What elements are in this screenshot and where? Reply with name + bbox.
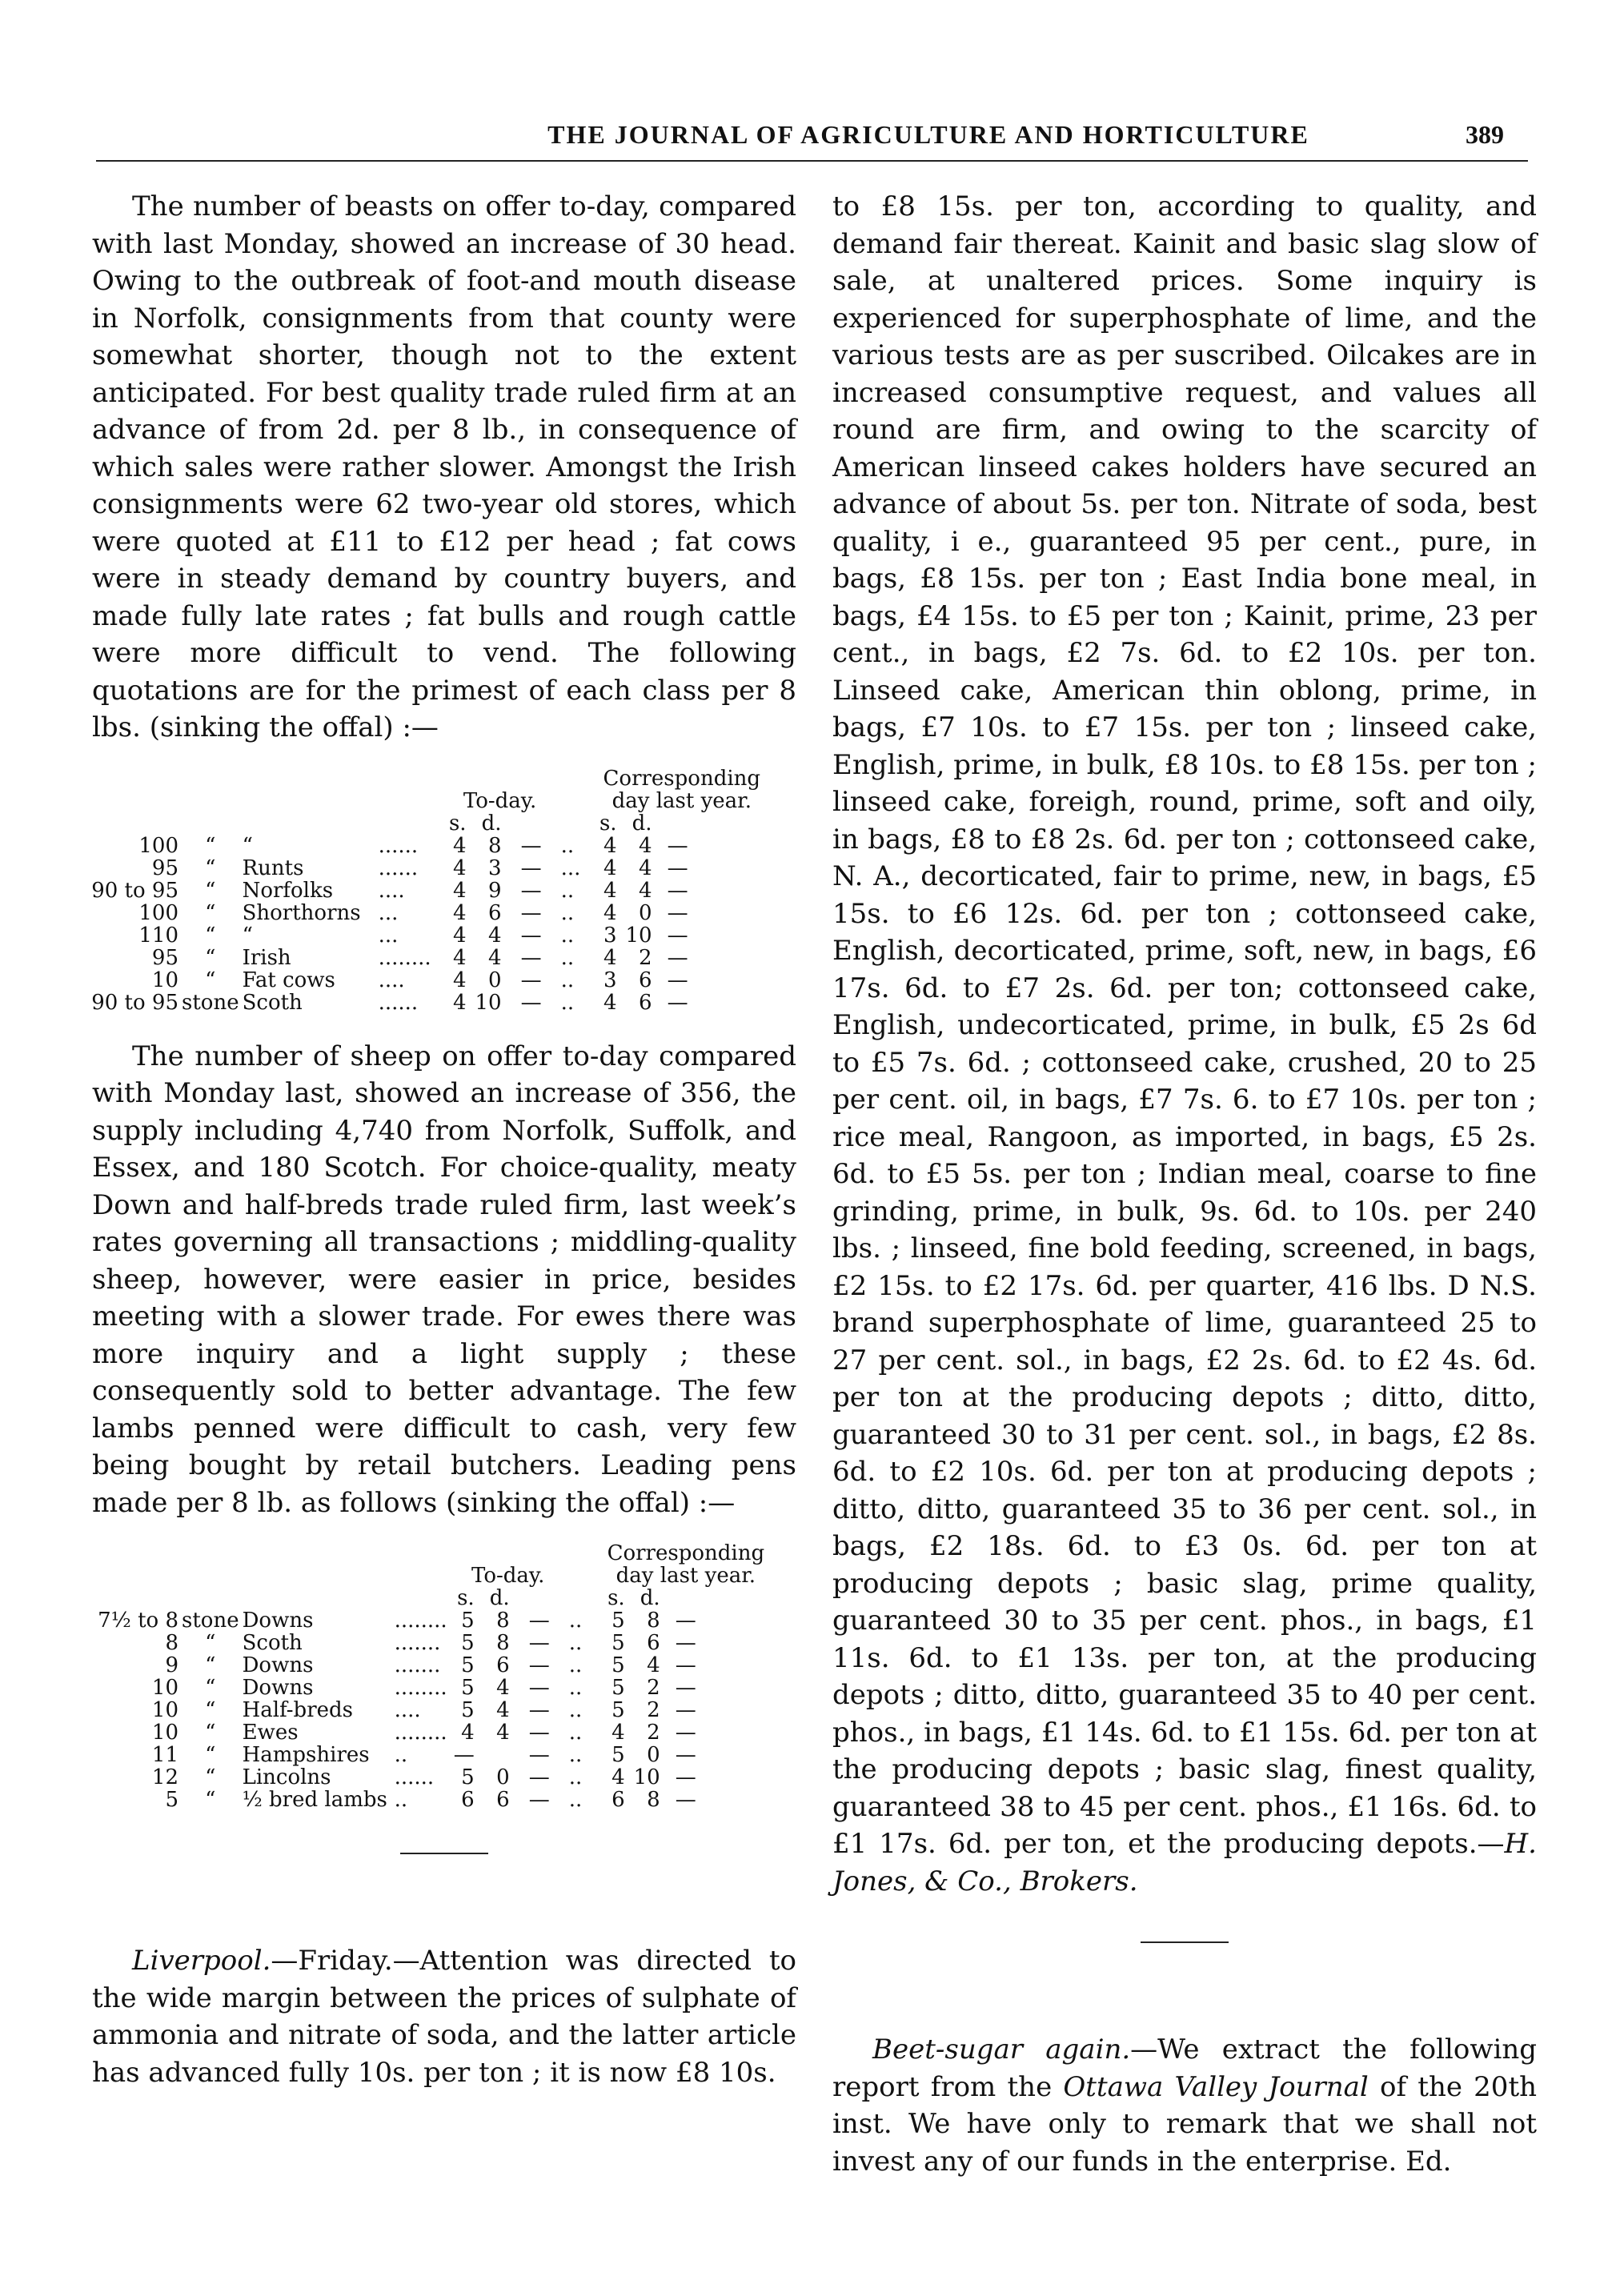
last-year-s: 4 (603, 900, 617, 925)
liverpool-paragraph (92, 1942, 796, 2091)
dash-cell: — (667, 968, 688, 992)
dot-leader: .. (568, 1788, 583, 1812)
price-s: 5 (461, 1698, 475, 1722)
price-d: 3 (488, 855, 502, 880)
weight-cell: 110 (138, 923, 178, 948)
dot-leader: .. (560, 833, 575, 858)
ditto-mark: “ (205, 1788, 216, 1812)
table-row (84, 1721, 804, 1744)
breed-cell: Downs (242, 1609, 314, 1633)
breed-cell: Downs (242, 1676, 314, 1700)
ditto-mark: “ (205, 878, 216, 903)
price-d: 4 (496, 1698, 510, 1722)
dot-leader: .. (394, 1788, 408, 1812)
table-row (84, 880, 804, 902)
price-d: 4 (488, 945, 502, 970)
price-d: 8 (488, 833, 502, 858)
dash-cell: — (667, 945, 688, 970)
price-d: 8 (496, 1609, 510, 1633)
last-year-d: 10 (633, 1765, 660, 1789)
weight-cell: 90 to 95 (91, 878, 178, 903)
last-year-s: 4 (603, 990, 617, 1015)
breed-cell: Norfolks (242, 878, 334, 903)
dash-cell: — (520, 855, 542, 880)
last-year-d: 2 (647, 1721, 660, 1745)
dot-leader: ........ (394, 1721, 447, 1745)
dot-leader: ........ (394, 1676, 447, 1700)
ditto-mark: “ (205, 1653, 216, 1677)
ditto-mark: “ (205, 945, 216, 970)
price-s: 4 (453, 900, 467, 925)
price-s: 4 (453, 990, 467, 1015)
breed-cell: Scoth (242, 1631, 303, 1655)
last-year-d: 8 (647, 1788, 660, 1812)
beet-sugar-run-in: Beet-sugar again. (872, 2034, 1131, 2066)
dot-leader: ... (378, 923, 399, 948)
last-year-d: 0 (639, 900, 652, 925)
breed-cell: Hampshires (242, 1743, 370, 1767)
last-year-d: 2 (639, 945, 652, 970)
journal-title: THE JOURNAL OF AGRICULTURE AND HORTICULTURE (547, 120, 1309, 149)
last-year-s: 5 (612, 1743, 625, 1767)
table-row (84, 902, 804, 924)
dash-cell: — (520, 923, 542, 948)
last-year-s: 4 (612, 1765, 625, 1789)
dot-leader: .. (394, 1743, 408, 1767)
beasts-paragraph: The number of beasts on offer to-day, compared with last Monday, showed an increase of 30 head. Owing to the outbreak of foot-and mouth disease in Norfolk, consignments from that county were somewhat shorter, though not to the extent anticipated. For best quality trade ruled firm at an advance of from 2d. per 8 lb., in consequence of which sales were rather slower. Amongst the Irish consignments were 62 two-year old stores, which were quoted at £11 to £12 per head ; fat cows were in steady demand by country buyers, and made fully late rates ; fat bulls and rough cattle were more difficult to vend. The following quotations are for the primest of each class per 8 lbs. (sinking the offal) :— (92, 190, 796, 743)
weight-cell: 95 (151, 945, 178, 970)
weight-cell: 10 (151, 1721, 178, 1745)
dash-cell: — (528, 1653, 550, 1677)
last-year-d: 8 (647, 1609, 660, 1633)
price-s: 5 (461, 1609, 475, 1633)
beet-text-b: of the 20th inst. We have only to remark that we shall not invest any of our funds in the enterprise. (832, 2070, 1537, 2178)
price-d: 6 (496, 1788, 510, 1812)
price-d: 4 (496, 1721, 510, 1745)
dash-cell: — (667, 855, 688, 880)
last-year-s: 4 (603, 855, 617, 880)
weight-cell: 90 to 95 (91, 990, 178, 1015)
dash-cell: — (520, 990, 542, 1015)
dash-cell: — (675, 1721, 696, 1745)
price-d: 6 (488, 900, 502, 925)
table-row (84, 857, 804, 880)
dash-cell: — (520, 900, 542, 925)
last-year-d: 6 (639, 968, 652, 992)
last-year-s: 4 (603, 833, 617, 858)
table-row (84, 1789, 804, 1811)
market-paragraph (832, 188, 1537, 1900)
table-row (84, 835, 804, 857)
dot-leader: .. (568, 1676, 583, 1700)
table-row (84, 1654, 804, 1677)
dash-cell: — (675, 1676, 696, 1700)
dash-cell: — (667, 990, 688, 1015)
last-year-s: 5 (612, 1653, 625, 1677)
last-year-d: 4 (639, 833, 652, 858)
weight-cell: 10 (151, 968, 178, 992)
last-year-s: 3 (603, 968, 617, 992)
ditto-mark: “ (205, 855, 216, 880)
table-row (84, 1766, 804, 1789)
section-divider (400, 1853, 488, 1854)
header-rule (96, 160, 1528, 162)
dot-leader: .. (560, 878, 575, 903)
dot-leader: .. (568, 1609, 583, 1633)
price-s: 4 (453, 855, 467, 880)
dash-cell: — (520, 945, 542, 970)
dash-cell: — (675, 1698, 696, 1722)
liverpool-text: —Friday.—Attention was directed to the wide margin between the prices of sulphate of ammonia and nitrate of soda, and the latter article has advanced fully 10s. per ton ; it is now £8 10s. (92, 1945, 796, 2089)
ditto-mark: “ (205, 833, 216, 858)
ditto-mark: “ (205, 1698, 216, 1722)
ditto-mark: “ (205, 900, 216, 925)
price-d: 9 (488, 878, 502, 903)
breed-cell: Runts (242, 855, 304, 880)
dash-cell: — (520, 968, 542, 992)
cattle-price-table (84, 767, 804, 1014)
dot-leader: .. (560, 968, 575, 992)
editor-signature: Ed. (1405, 2145, 1452, 2178)
table-row (84, 1632, 804, 1654)
breed-cell: Half-breds (242, 1698, 353, 1722)
breed-cell: Irish (242, 945, 291, 970)
dot-leader: ...... (378, 833, 419, 858)
last-year-d: 6 (647, 1631, 660, 1655)
dash-cell: — (675, 1788, 696, 1812)
last-year-d: 4 (639, 855, 652, 880)
price-s: 4 (453, 968, 467, 992)
market-text: to £8 15s. per ton, according to quality, and demand fair thereat. Kainit and basic slag slow of sale, at unaltered prices. Some inquiry is experienced for superphosphate of lime, and the various tests are as per suscribed. Oilcakes are in increased consumptive request, and values all round are firm, and owing to the scarcity of American linseed cakes holders have secured an advance of about 5s. per ton. Nitrate of soda, best quality, i e., guaranteed 95 per cent., pure, in bags, £8 15s. per ton ; East India bone meal, in bags, £4 15s. to £5 per ton ; Kainit, prime, 23 per cent., in bags, £2 7s. 6d. to £2 10s. per ton. Linseed cake, American thin oblong, prime, in bags, £7 10s. to £7 15s. per ton ; linseed cake, English, prime, in bulk, £8 10s. to £8 15s. per ton ; linseed cake, foreigh, round, prime, soft and oily, in bags, £8 to £8 2s. 6d. per ton ; cottonseed cake, N. A., decorticated, fair to prime, new, in bags, £5 15s. to £6 12s. 6d. per ton ; cottonseed cake, English, decorticated, prime, soft, new, in bags, £6 17s. 6d. to £7 2s. 6d. per ton; cottonseed cake, English, undecorticated, prime, in bulk, £5 2s 6d to £5 7s. 6d. ; cottonseed cake, crushed, 20 to 25 per cent. oil, in bags, £7 7s. 6. to £7 10s. per ton ; rice meal, Rangoon, as imported, in bags, £5 2s. 6d. to £5 5s. per ton ; Indian meal, coarse to fine grinding, prime, in bulk, 9s. 6d. to 10s. per 240 lbs. ; linseed, fine bold feeding, screened, in bags, £2 15s. to £2 17s. 6d. per quarter, 416 lbs. D N.S. brand superphosphate of lime, guaranteed 25 to 27 per cent. sol., in bags, £2 2s. 6d. to £2 4s. 6d. per ton at the producing depots ; ditto, ditto, guaranteed 30 to 31 per cent. sol., in bags, £2 8s. 6d. to £2 10s. 6d. per ton at producing depots ; ditto, ditto, guaranteed 35 to 36 per cent. sol., in bags, £2 18s. 6d. to £3 0s. 6d. per ton at producing depots ; basic slag, prime quality, guaranteed 30 to 35 per cent. phos., in bags, £1 11s. 6d. to £1 13s. per ton, at the producing depots ; ditto, ditto, guaranteed 35 to 40 per cent. phos., in bags, £1 14s. 6d. to £1 15s. 6d. per ton at the producing depots ; basic slag, finest quality, guaranteed 38 to 45 per cent. phos., £1 16s. 6d. to £1 17s. 6d. per ton, et the producing depots.— (832, 190, 1537, 1860)
dash-cell: — (528, 1631, 550, 1655)
breed-cell: Ewes (242, 1721, 299, 1745)
dash-cell: — (528, 1676, 550, 1700)
dot-leader: ........ (394, 1609, 447, 1633)
weight-cell: 100 (138, 833, 178, 858)
weight-cell: 10 (151, 1676, 178, 1700)
dash-cell: — (667, 833, 688, 858)
dash-cell: — (675, 1653, 696, 1677)
breed-cell: Fat cows (242, 968, 335, 992)
last-year-d: 4 (647, 1653, 660, 1677)
price-d: 4 (496, 1676, 510, 1700)
unit-d: d. (489, 1586, 510, 1610)
breed-cell: Downs (242, 1653, 314, 1677)
table-row (84, 1609, 804, 1632)
beet-sugar-paragraph (832, 2031, 1537, 2180)
last-year-s: 6 (612, 1788, 625, 1812)
page-number: 389 (1466, 120, 1504, 149)
last-year-s: 5 (612, 1698, 625, 1722)
last-year-s: 5 (612, 1631, 625, 1655)
breed-cell: Lincolns (242, 1765, 331, 1789)
unit-s: s. (607, 1586, 625, 1610)
sheep-price-table (84, 1542, 804, 1811)
beet-text-a: —We extract the following report from the (832, 2034, 1537, 2103)
ditto-mark: “ (205, 1631, 216, 1655)
price-s: 5 (461, 1653, 475, 1677)
left-column (92, 188, 796, 2091)
last-year-s: 4 (612, 1721, 625, 1745)
dot-leader: ........ (378, 945, 431, 970)
dot-leader: .. (568, 1765, 583, 1789)
table-row (84, 924, 804, 947)
table-header-row (84, 790, 804, 812)
table-row (84, 1744, 804, 1766)
dot-leader: .... (394, 1698, 421, 1722)
ditto-mark: “ (205, 1765, 216, 1789)
dot-leader: .. (560, 945, 575, 970)
last-year-d: 6 (639, 990, 652, 1015)
dot-leader: .... (378, 968, 405, 992)
dot-leader: ....... (394, 1653, 441, 1677)
weight-cell: 100 (138, 900, 178, 925)
table-header-row (84, 1565, 804, 1587)
price-d: 6 (496, 1653, 510, 1677)
unit-d: d. (640, 1586, 660, 1610)
dash-cell: — (528, 1721, 550, 1745)
breed-cell: Scoth (242, 990, 303, 1015)
source-journal: Ottawa Valley Journal (1063, 2070, 1369, 2103)
dash-cell: — (675, 1765, 696, 1789)
weight-cell: 9 (165, 1653, 178, 1677)
table-row (84, 1699, 804, 1721)
weight-cell: 5 (165, 1788, 178, 1812)
price-s: — (453, 1743, 475, 1767)
weight-cell: 11 (151, 1743, 178, 1767)
right-column (832, 188, 1537, 2180)
table-header-row (84, 1542, 804, 1565)
last-year-d: 4 (639, 878, 652, 903)
dash-cell: — (528, 1609, 550, 1633)
last-year-d: 2 (647, 1676, 660, 1700)
dash-cell: — (675, 1609, 696, 1633)
weight-cell: 95 (151, 855, 178, 880)
price-d (476, 1744, 511, 1766)
table-row (84, 1677, 804, 1699)
price-d: 10 (475, 990, 502, 1015)
today-header: To-day. (471, 1564, 545, 1588)
ditto-mark: “ (205, 1743, 216, 1767)
last-year-s: 4 (603, 878, 617, 903)
weight-cell: 7½ to 8 (98, 1609, 178, 1633)
last-year-d: 10 (625, 923, 652, 948)
sheep-paragraph: The number of sheep on offer to-day compared with Monday last, showed an increase of 356, the supply including 4,740 from Norfolk, Suffolk, and Essex, and 180 Scotch. For choice-quality, meaty Down and half-breds trade ruled firm, last week’s rates governing all transactions ; middling-quality sheep, however, were easier in price, besides meeting with a slower trade. For ewes there was more inquiry and a light supply ; these consequently sold to better advantage. The few lambs penned were difficult to cash, very few being bought by retail butchers. Leading pens made per 8 lb. as follows (sinking the offal) :— (92, 1040, 796, 1519)
price-s: 4 (453, 878, 467, 903)
last-year-s: 4 (603, 945, 617, 970)
ditto-mark: stone (182, 1609, 239, 1633)
last-year-header: day last year. (612, 788, 752, 813)
weight-cell: 12 (151, 1765, 178, 1789)
table-row (84, 992, 804, 1014)
dash-cell: — (675, 1743, 696, 1767)
last-year-header: day last year. (616, 1564, 756, 1588)
dot-leader: .. (568, 1721, 583, 1745)
section-divider (1141, 1941, 1229, 1943)
last-year-s: 5 (612, 1676, 625, 1700)
price-d: 0 (488, 968, 502, 992)
last-year-d: 0 (647, 1743, 660, 1767)
unit-s: s. (448, 811, 467, 835)
ditto-mark: “ (205, 923, 216, 948)
dot-leader: ...... (378, 990, 419, 1015)
ditto-mark: “ (205, 1721, 216, 1745)
weight-cell: 8 (165, 1631, 178, 1655)
price-d: 8 (496, 1631, 510, 1655)
today-header: To-day. (463, 788, 537, 813)
dot-leader: ...... (394, 1765, 435, 1789)
unit-d: d. (481, 811, 502, 835)
unit-s: s. (457, 1586, 475, 1610)
last-year-d: 2 (647, 1698, 660, 1722)
price-s: 5 (461, 1765, 475, 1789)
corresponding-header: Corresponding (607, 1541, 765, 1565)
dot-leader: ....... (394, 1631, 441, 1655)
weight-cell: 10 (151, 1698, 178, 1722)
unit-s: s. (599, 811, 617, 835)
dash-cell: — (528, 1743, 550, 1767)
table-row (84, 947, 804, 969)
dash-cell: — (528, 1788, 550, 1812)
ditto-mark: stone (182, 990, 239, 1015)
price-s: 4 (453, 833, 467, 858)
unit-row (84, 1587, 804, 1609)
dash-cell: — (520, 878, 542, 903)
dash-cell: — (667, 878, 688, 903)
dot-leader: .. (568, 1698, 583, 1722)
table-header-row (84, 767, 804, 790)
dash-cell: — (520, 833, 542, 858)
unit-row (84, 812, 804, 835)
price-s: 5 (461, 1676, 475, 1700)
dash-cell: — (528, 1698, 550, 1722)
dot-leader: ...... (378, 855, 419, 880)
ditto-mark: “ (205, 1676, 216, 1700)
brokers-byline: H. Jones, & Co., Brokers. (832, 1828, 1537, 1897)
dot-leader: ... (560, 855, 581, 880)
dot-leader: ... (378, 900, 399, 925)
price-d: 4 (488, 923, 502, 948)
price-s: 6 (461, 1788, 475, 1812)
dash-cell: — (667, 900, 688, 925)
price-s: 4 (461, 1721, 475, 1745)
breed-cell: ½ bred lambs (242, 1788, 387, 1812)
last-year-s: 5 (612, 1609, 625, 1633)
price-s: 5 (461, 1631, 475, 1655)
dash-cell: — (667, 923, 688, 948)
last-year-s: 3 (603, 923, 617, 948)
price-d: 0 (496, 1765, 510, 1789)
unit-d: d. (632, 811, 652, 835)
breed-cell: “ (242, 923, 253, 948)
dot-leader: .. (568, 1631, 583, 1655)
dash-cell: — (675, 1631, 696, 1655)
dot-leader: .. (568, 1743, 583, 1767)
dot-leader: .. (560, 923, 575, 948)
price-s: 4 (453, 945, 467, 970)
dot-leader: .. (560, 990, 575, 1015)
breed-cell: “ (242, 833, 253, 858)
dot-leader: .. (568, 1653, 583, 1677)
dot-leader: .... (378, 878, 405, 903)
dash-cell: — (528, 1765, 550, 1789)
breed-cell: Shorthorns (242, 900, 361, 925)
corresponding-header: Corresponding (603, 766, 761, 791)
liverpool-run-in: Liverpool. (132, 1945, 271, 1977)
dot-leader: .. (560, 900, 575, 925)
ditto-mark: “ (205, 968, 216, 992)
table-row (84, 969, 804, 992)
price-s: 4 (453, 923, 467, 948)
